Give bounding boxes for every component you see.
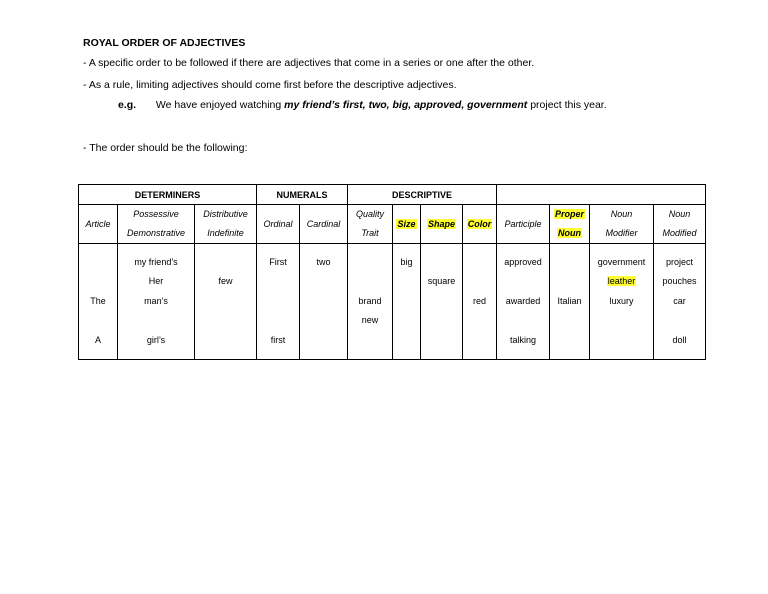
header-cardinal: Cardinal — [300, 205, 348, 244]
table-column-cell — [654, 244, 706, 360]
table-entry: A — [94, 334, 101, 345]
table-entry — [393, 311, 420, 330]
table-column-cell — [257, 244, 300, 360]
table-entry: girl’s — [146, 334, 166, 345]
table-entry — [550, 253, 589, 272]
group-determiners: DETERMINERS — [79, 185, 257, 205]
example-after: project this year. — [530, 99, 607, 111]
header-quality: Quality Trait — [348, 205, 393, 244]
table-entry — [348, 253, 392, 272]
table-column-cell — [421, 244, 463, 360]
table-entry — [550, 272, 589, 291]
table-column-cell — [118, 244, 195, 360]
table-entry: new — [361, 315, 379, 326]
table-entry: pouches — [662, 276, 697, 287]
table-entry: car — [673, 295, 686, 306]
table-column-cell — [348, 244, 393, 360]
table-entry — [463, 253, 496, 272]
table-entry: first — [270, 334, 286, 345]
table-entry — [654, 311, 705, 330]
table-column-cell — [590, 244, 654, 360]
table-entry: few — [218, 276, 233, 287]
table-column-cell — [393, 244, 421, 360]
table-entry: First — [269, 257, 287, 268]
table-entry: project — [666, 257, 694, 268]
intro-line: - As a rule, limiting adjectives should come first before the descriptive adjectives. — [83, 79, 457, 91]
group-descriptive: DESCRIPTIVE — [348, 185, 497, 205]
table-entry — [348, 331, 392, 350]
table-entry — [257, 292, 299, 311]
table-entry — [393, 272, 420, 291]
table-column-cell — [300, 244, 348, 360]
table-entry — [79, 253, 117, 272]
table-entry: leather — [607, 276, 636, 287]
table-entry: Italian — [557, 295, 582, 306]
table-entry — [393, 292, 420, 311]
table-entry — [590, 311, 653, 330]
table-column-cell — [550, 244, 590, 360]
adjective-order-table — [78, 184, 706, 360]
order-intro: - The order should be the following: — [83, 142, 248, 154]
table-entry — [300, 292, 347, 311]
header-participle: Participle — [497, 205, 550, 244]
table-entry — [550, 311, 589, 330]
table-entry: square — [427, 276, 456, 287]
table-entry: awarded — [505, 295, 541, 306]
header-article: Article — [79, 205, 118, 244]
table-entry — [79, 272, 117, 291]
table-entry — [497, 311, 549, 330]
intro-line: - A specific order to be followed if there are adjectives that come in a series or one after the other. — [83, 57, 535, 69]
table-entry: man’s — [144, 295, 168, 306]
example-emphasis: my friend’s first, two, big, approved, government — [284, 99, 528, 111]
table-entry — [421, 292, 462, 311]
table-entry — [463, 311, 496, 330]
table-entry — [300, 311, 347, 330]
table-entry — [550, 331, 589, 350]
page-title: ROYAL ORDER OF ADJECTIVES — [83, 37, 246, 49]
table-column-cell — [497, 244, 550, 360]
table-entry — [118, 311, 194, 330]
table-column-cell — [79, 244, 118, 360]
header-shape: Shape — [421, 205, 463, 244]
table-entry: brand — [358, 295, 382, 306]
header-possessive: Possessive Demonstrative — [118, 205, 195, 244]
table-entry: government — [597, 257, 646, 268]
table-entry — [195, 311, 256, 330]
table-entry — [79, 311, 117, 330]
header-noun-modifier: Noun Modifier — [590, 205, 654, 244]
table-entry — [195, 253, 256, 272]
group-empty — [497, 185, 706, 205]
table-entry: my friend’s — [134, 257, 178, 268]
table-entry: approved — [504, 257, 542, 268]
table-entry — [257, 311, 299, 330]
table-entry: big — [400, 257, 413, 268]
table-entry: red — [473, 295, 487, 306]
table-entry: doll — [672, 334, 687, 345]
table-entry — [497, 272, 549, 291]
table-entry — [421, 331, 462, 350]
table-entry — [300, 331, 347, 350]
table-entry — [393, 331, 420, 350]
table-entry — [348, 272, 392, 291]
table-entry: two — [316, 257, 331, 268]
table-entry — [421, 311, 462, 330]
table-column-cell — [463, 244, 497, 360]
group-numerals: NUMERALS — [257, 185, 348, 205]
table-entry — [195, 331, 256, 350]
header-size: Size — [393, 205, 421, 244]
example-sentence — [118, 99, 607, 111]
table-entry — [195, 292, 256, 311]
header-proper-noun: Proper Noun — [550, 205, 590, 244]
table-entry — [463, 272, 496, 291]
table-entry: The — [90, 295, 106, 306]
table-entry — [463, 331, 496, 350]
table-entry — [300, 272, 347, 291]
table-entry — [590, 331, 653, 350]
example-before: We have enjoyed watching — [155, 99, 282, 111]
table-entry — [421, 253, 462, 272]
example-label: e.g. — [118, 99, 137, 111]
header-noun-modified: Noun Modified — [654, 205, 706, 244]
table-entry: talking — [510, 334, 537, 345]
header-color: Color — [463, 205, 497, 244]
table-column-cell — [195, 244, 257, 360]
table-entry: luxury — [609, 295, 634, 306]
table-entry: Her — [148, 276, 164, 287]
table-entry — [257, 272, 299, 291]
header-ordinal: Ordinal — [257, 205, 300, 244]
header-distributive: Distributive Indefinite — [195, 205, 257, 244]
